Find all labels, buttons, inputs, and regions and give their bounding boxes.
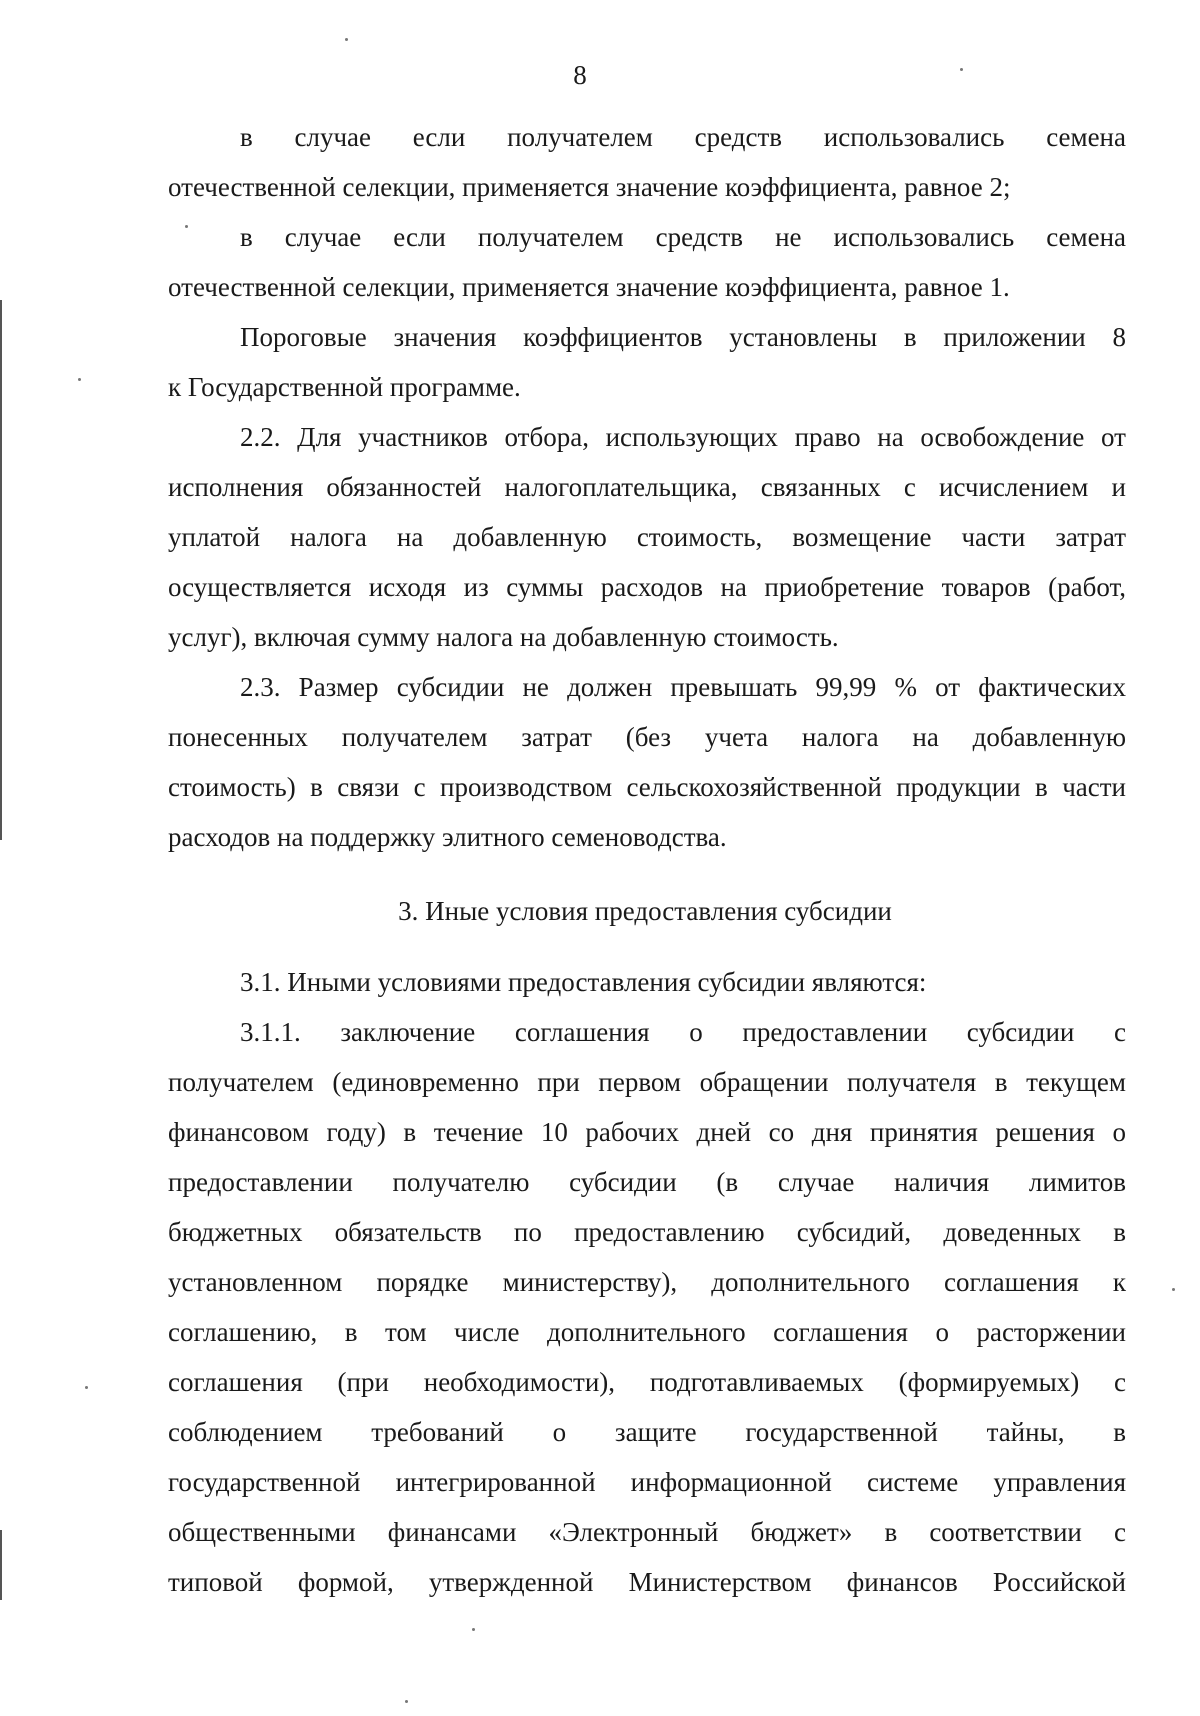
scan-speck <box>472 1628 475 1631</box>
scan-speck <box>405 1700 408 1703</box>
text-line: осуществляется исходя из суммы расходов на приобретение товаров (работ, <box>168 572 1126 602</box>
section-heading: 3. Иные условия предоставления субсидии <box>398 896 892 926</box>
text-line: в случае если получателем средств использовались семена <box>240 122 1126 152</box>
scan-speck <box>85 1386 88 1389</box>
text-line: государственной интегрированной информационной системе управления <box>168 1467 1126 1497</box>
page-number: 8 <box>573 60 587 90</box>
scan-margin-mark <box>0 1530 2 1600</box>
text-line: 2.3. Размер субсидии не должен превышать 99,99 % от фактических <box>240 672 1126 702</box>
text-line: 3.1.1. заключение соглашения о предоставлении субсидии с <box>240 1017 1126 1047</box>
text-line: к Государственной программе. <box>168 372 521 402</box>
text-line: общественными финансами «Электронный бюджет» в соответствии с <box>168 1517 1126 1547</box>
text-line: предоставлении получателю субсидии (в случае наличия лимитов <box>168 1167 1126 1197</box>
scan-speck <box>185 225 188 228</box>
text-line: 2.2. Для участников отбора, использующих право на освобождение от <box>240 422 1126 452</box>
scan-margin-mark <box>0 300 2 840</box>
text-line: отечественной селекции, применяется значение коэффициента, равное 2; <box>168 172 1011 202</box>
text-line: финансовом году) в течение 10 рабочих дней со дня принятия решения о <box>168 1117 1126 1147</box>
text-line: типовой формой, утвержденной Министерством финансов Российской <box>168 1567 1126 1597</box>
text-line: уплатой налога на добавленную стоимость, возмещение части затрат <box>168 522 1126 552</box>
text-line: отечественной селекции, применяется значение коэффициента, равное 1. <box>168 272 1010 302</box>
scan-speck <box>345 38 348 41</box>
text-line: соблюдением требований о защите государственной тайны, в <box>168 1417 1126 1447</box>
text-line: понесенных получателем затрат (без учета налога на добавленную <box>168 722 1126 752</box>
text-line: Пороговые значения коэффициентов установлены в приложении 8 <box>240 322 1126 352</box>
text-line: стоимость) в связи с производством сельскохозяйственной продукции в части <box>168 772 1126 802</box>
text-line: бюджетных обязательств по предоставлению субсидий, доведенных в <box>168 1217 1126 1247</box>
text-line: 3.1. Иными условиями предоставления субсидии являются: <box>240 967 927 997</box>
text-line: услуг), включая сумму налога на добавленную стоимость. <box>168 622 839 652</box>
text-line: в случае если получателем средств не использовались семена <box>240 222 1126 252</box>
scan-speck <box>78 378 81 381</box>
text-line: соглашения (при необходимости), подготавливаемых (формируемых) с <box>168 1367 1126 1397</box>
text-line: установленном порядке министерству), дополнительного соглашения к <box>168 1267 1126 1297</box>
text-line: соглашению, в том числе дополнительного соглашения о расторжении <box>168 1317 1126 1347</box>
text-line: расходов на поддержку элитного семеноводства. <box>168 822 727 852</box>
text-line: получателем (единовременно при первом обращении получателя в текущем <box>168 1067 1126 1097</box>
scan-speck <box>1172 1288 1175 1291</box>
text-line: исполнения обязанностей налогоплательщика, связанных с исчислением и <box>168 472 1126 502</box>
